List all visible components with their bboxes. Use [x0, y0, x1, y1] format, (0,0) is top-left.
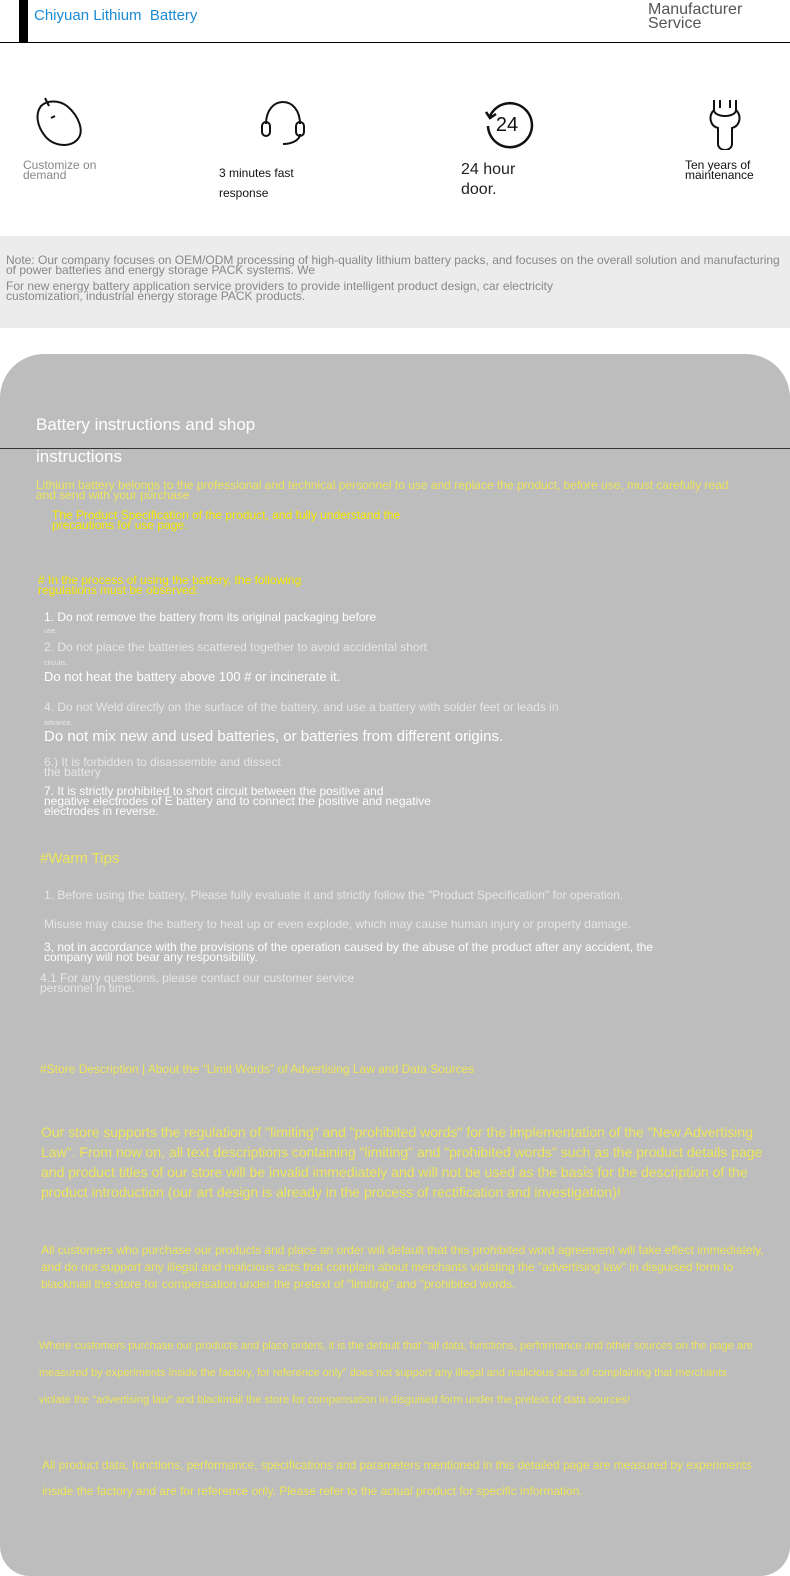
rule-1: 1. Do not remove the battery from its original packaging before: [44, 610, 377, 624]
header-accent-bar: [19, 0, 28, 42]
rule-3: Do not heat the battery above 100 # or incinerate it.: [44, 669, 341, 684]
rule-6: 6.) It is forbidden to disassemble and dissect the battery: [44, 755, 281, 779]
manufacturer-service-label: Manufacturer Service: [648, 1, 743, 32]
brand-name[interactable]: Chiyuan Lithium Battery: [34, 7, 198, 24]
rule-4-cont: advance.: [44, 720, 73, 727]
wrench-icon: [698, 96, 752, 150]
service-maintenance: Ten years of maintenance: [685, 158, 754, 182]
service-24h-door: 24 hour door.: [461, 161, 516, 198]
rule-2: 2. Do not place the batteries scattered together to avoid accidental short: [44, 640, 427, 654]
company-note: Note: Our company focuses on OEM/ODM processing of high-quality lithium battery packs, and focuses on the overall solution and manufacturing of power batteries and energy storage PACK systems. We For new energy battery application service providers to provide intelligent product design, car electricity customization, industrial energy storage PACK products.: [6, 253, 780, 303]
store-paragraph-4: All product data, functions, performance, specifications and parameters mentioned in this detailed page are measured by experiments inside the factory and are for reference only. Please refer to the actual product for specific information.: [42, 1458, 752, 1498]
tip-3: 3, not in accordance with the provisions of the operation caused by the abuse of the product after any accident, the company will not bear any responsibility.: [44, 940, 654, 964]
mouse-icon: [33, 94, 87, 148]
rule-2-cont: circuits.: [44, 660, 68, 667]
instructions-title-line2: instructions: [36, 447, 122, 466]
tip-4: 4.1 For any questions, please contact our customer service personnel in time.: [40, 971, 355, 995]
tip-2: Misuse may cause the battery to heat up or even explode, which may cause human injury or property damage.: [44, 917, 631, 931]
rule-1-cont: use.: [44, 628, 58, 635]
store-paragraph-2: All customers who purchase our products and place an order will default that this prohibited word agreement will take effect immediately, and do not support any illegal and malicious acts that complain about merchants violating the "advertising law" in disguised form to blackmail the store for compensation under the pretext of "limiting" and "prohibited words.: [41, 1243, 764, 1291]
rule-5: Do not mix new and used batteries, or batteries from different origins.: [44, 728, 504, 745]
store-description-heading: #Store Description | About the "Limit Words" of Advertising Law and Data Sources: [40, 1062, 475, 1076]
store-paragraph-3: Where customers purchase our products and place orders, it is the default that "all data, functions, performance and other sources on the page are measured by experiments inside the factory, for reference only" does not support any illegal and malicious acts of complaining that merchants violate the "advertising law" and blackmail the store for compensation in disguised form under the pretext of data sources!: [39, 1340, 753, 1406]
rule-7: 7. It is strictly prohibited to short circuit between the positive and negative electrodes of E battery and to connect the positive and negative electrodes in reverse.: [44, 784, 431, 818]
instructions-title-line1: Battery instructions and shop: [36, 415, 256, 434]
clock-24-icon: [480, 96, 534, 150]
regulations-heading: # In the process of using the battery, the following regulations must be observed:: [38, 573, 302, 597]
svg-text:24: 24: [495, 114, 519, 136]
spec-notice: The Product Specification of the product, and fully understand the precautions for use page.: [52, 508, 401, 532]
warm-tips-title: #Warm Tips: [40, 850, 120, 867]
service-customize: Customize on demand: [23, 158, 97, 182]
header-divider: [0, 42, 790, 43]
store-paragraph-1: Our store supports the regulation of "limiting" and "prohibited words" for the implementation of the "New Advertising Law". From now on, all text descriptions containing "limiting" and "prohibited words" such as the product details page and product titles of our store will be invalid immediately and will not be used as the basis for the description of the product introduction (our art design is already in the process of rectification and investigation)!: [41, 1124, 763, 1200]
tip-1: 1. Before using the battery, Please fully evaluate it and strictly follow the "Product Specification" for operation.: [44, 888, 624, 902]
rule-4: 4. Do not Weld directly on the surface of the battery, and use a battery with solder feet or leads in: [44, 700, 559, 714]
instructions-intro: Lithium battery belongs to the professional and technical personnel to use and replace the product, before use, must carefully read and send with your purchase: [36, 478, 729, 502]
headset-icon: [256, 96, 310, 150]
service-fast-response: 3 minutes fast response: [219, 166, 294, 200]
